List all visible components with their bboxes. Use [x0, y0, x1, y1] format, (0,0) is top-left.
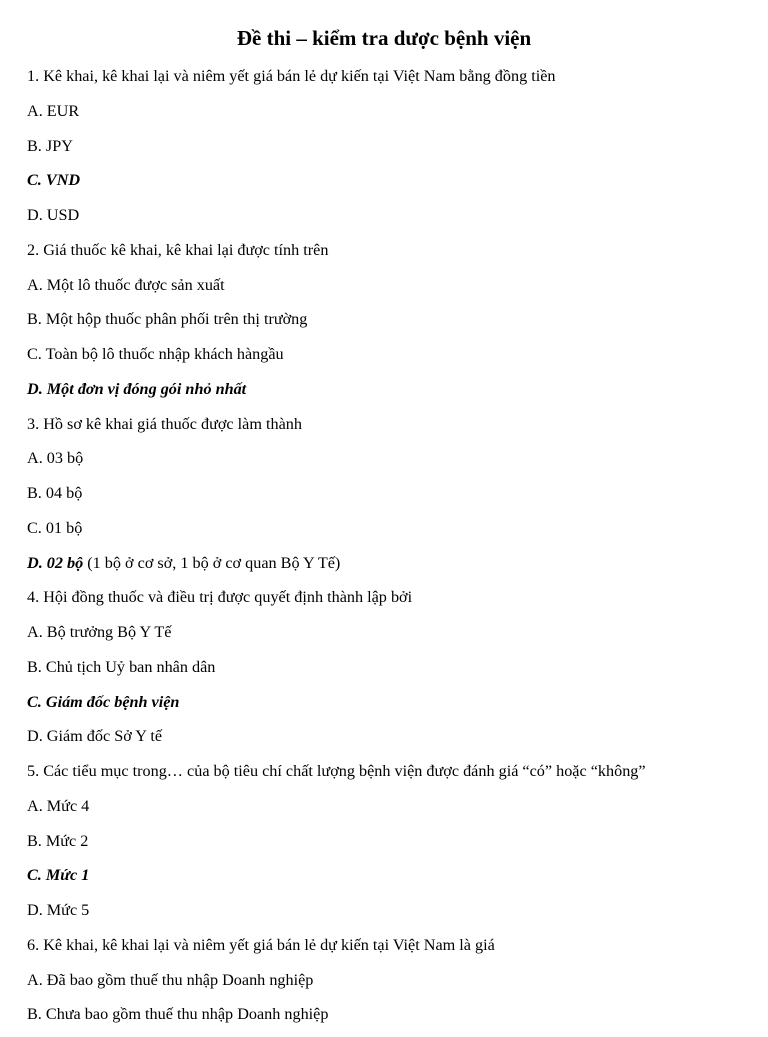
question-line [27, 412, 757, 447]
option-text: B. Một hộp thuốc phân phối trên thị trường [27, 310, 308, 329]
option-line [27, 273, 757, 308]
option-text: A. Mức 4 [27, 796, 90, 815]
option-line [27, 99, 757, 134]
question-text: 2. Giá thuốc kê khai, kê khai lại được tính trên [27, 240, 329, 259]
question-line [27, 585, 757, 620]
option-text: A. 03 bộ [27, 449, 84, 468]
option-text: B. 04 bộ [27, 484, 83, 502]
option-line [27, 620, 757, 655]
option-text: B. JPY [27, 136, 73, 155]
option-text: A. Một lô thuốc được sản xuất [27, 275, 225, 294]
question-list [27, 64, 757, 1037]
question-line [27, 759, 757, 794]
question-text: 6. Kê khai, kê khai lại và niêm yết giá bán lẻ dự kiến tại Việt Nam là giá [27, 935, 495, 954]
question-text: 5. Các tiểu mục trong… của bộ tiêu chí chất lượng bệnh viện được đánh giá “có” hoặc “không” [27, 762, 646, 780]
option-line [27, 481, 757, 516]
correct-answer-text: C. Giám đốc bệnh viện [27, 692, 180, 711]
option-text: C. Toàn bộ lô thuốc nhập khách hàngầu [27, 345, 284, 363]
option-line [27, 794, 757, 829]
option-text: D. Giám đốc Sở Y tế [27, 727, 163, 746]
answer-note: (1 bộ ở cơ sở, 1 bộ ở cơ quan Bộ Y Tế) [83, 553, 341, 572]
option-line [27, 516, 757, 551]
option-line [27, 863, 757, 898]
option-line [27, 829, 757, 864]
option-line [27, 342, 757, 377]
option-text: D. USD [27, 206, 80, 224]
option-text: C. 01 bộ [27, 518, 83, 537]
option-line [27, 898, 757, 933]
option-text: B. Chủ tịch Uỷ ban nhân dân [27, 657, 216, 676]
question-text: 3. Hồ sơ kê khai giá thuốc được làm thành [27, 414, 302, 433]
question-line [27, 933, 757, 968]
option-line [27, 168, 757, 203]
option-line [27, 551, 757, 586]
option-line [27, 134, 757, 169]
correct-answer-text: D. 02 bộ [27, 553, 84, 572]
option-text: D. Mức 5 [27, 901, 90, 919]
correct-answer-text: C. Mức 1 [27, 866, 90, 885]
option-text: B. Chưa bao gồm thuế thu nhập Doanh nghiệp [27, 1005, 329, 1024]
question-line [27, 64, 757, 99]
option-text: A. Bộ trưởng Bộ Y Tế [27, 623, 172, 641]
option-line [27, 203, 757, 238]
option-line [27, 690, 757, 725]
option-line [27, 724, 757, 759]
question-text: 1. Kê khai, kê khai lại và niêm yết giá bán lẻ dự kiến tại Việt Nam bằng đồng tiền [27, 67, 556, 85]
option-text: B. Mức 2 [27, 831, 89, 850]
option-line [27, 307, 757, 342]
question-line [27, 238, 757, 273]
option-text: A. Đã bao gồm thuế thu nhập Doanh nghiệp [27, 970, 314, 989]
option-line [27, 446, 757, 481]
option-line [27, 1002, 757, 1037]
correct-answer-text: D. Một đơn vị đóng gói nhỏ nhất [27, 379, 247, 398]
question-text: 4. Hội đồng thuốc và điều trị được quyết định thành lập bởi [27, 588, 413, 607]
option-line [27, 968, 757, 1003]
option-line [27, 377, 757, 412]
correct-answer-text: C. VND [27, 171, 81, 190]
option-line [27, 655, 757, 690]
document-title: Đề thi – kiểm tra dược bệnh viện [236, 26, 532, 50]
option-text: A. EUR [27, 101, 80, 120]
